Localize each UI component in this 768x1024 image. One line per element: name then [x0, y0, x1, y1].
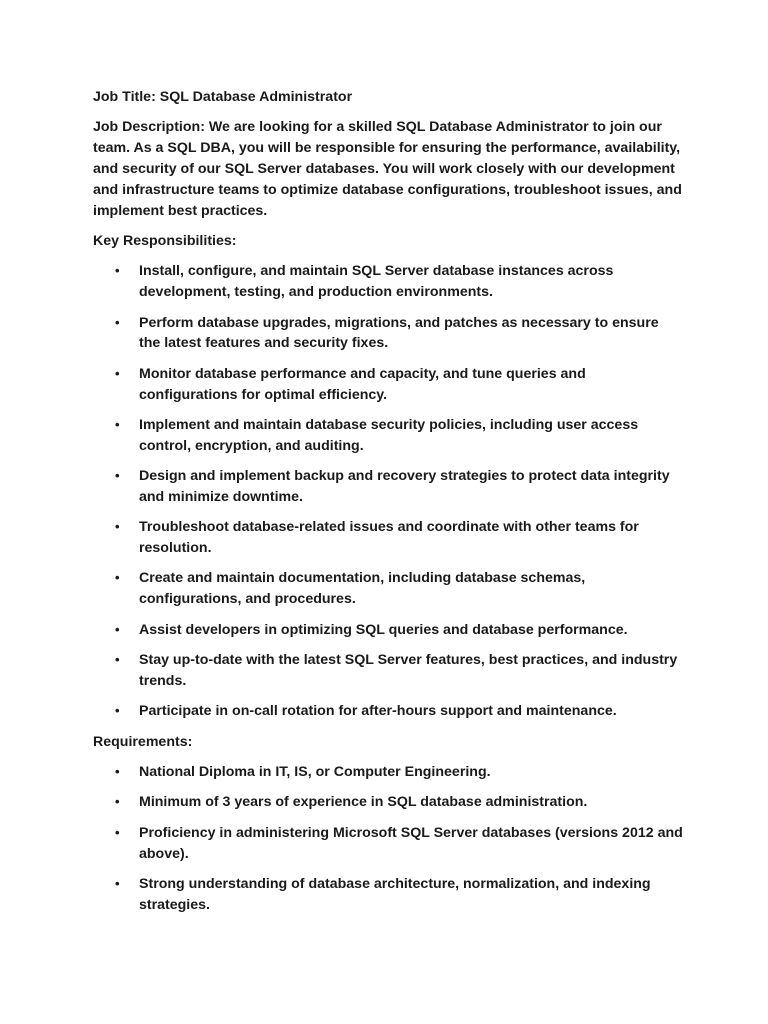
list-item-text: Strong understanding of database architecture, normalization, and indexing strategies.	[139, 876, 651, 913]
list-item	[93, 874, 683, 916]
list-item	[93, 261, 683, 303]
bullet-icon: •	[115, 824, 120, 840]
bullet-icon: •	[115, 764, 120, 780]
list-item-text: Minimum of 3 years of experience in SQL database administration.	[139, 794, 588, 811]
list-item	[93, 620, 683, 641]
responsibilities-heading: Key Responsibilities:	[93, 232, 237, 249]
list-item-text: Stay up-to-date with the latest SQL Server features, best practices, and industry trends.	[139, 652, 678, 689]
list-item-text: Assist developers in optimizing SQL queries and database performance.	[139, 621, 628, 638]
bullet-icon: •	[115, 468, 120, 484]
list-item	[93, 568, 683, 610]
bullet-icon: •	[115, 570, 120, 586]
list-item-text: Troubleshoot database-related issues and coordinate with other teams for resolution.	[139, 519, 639, 557]
list-item	[93, 364, 683, 406]
bullet-icon: •	[115, 416, 120, 432]
document-page	[93, 87, 683, 925]
list-item-text: Design and implement backup and recovery strategies to protect data integrity and minimize downtime.	[139, 468, 670, 505]
list-item	[93, 823, 683, 865]
bullet-icon: •	[115, 621, 120, 637]
list-item	[93, 701, 683, 722]
requirements-list	[93, 762, 683, 916]
list-item-text: Perform database upgrades, migrations, and patches as necessary to ensure the latest features and security fixes.	[139, 314, 659, 352]
list-item	[93, 517, 683, 559]
bullet-icon: •	[115, 703, 120, 719]
list-item	[93, 762, 683, 783]
job-title: Job Title: SQL Database Administrator	[93, 89, 353, 105]
bullet-icon: •	[115, 365, 120, 381]
requirements-heading: Requirements:	[93, 733, 193, 750]
list-item	[93, 650, 683, 692]
list-item-text: Create and maintain documentation, including database schemas, configurations, and procedures.	[139, 570, 586, 608]
bullet-icon: •	[115, 263, 120, 279]
responsibilities-list	[93, 261, 683, 722]
list-item	[93, 415, 683, 457]
list-item-text: Participate in on-call rotation for after-hours support and maintenance.	[139, 703, 617, 720]
list-item	[93, 313, 683, 355]
list-item	[93, 466, 683, 508]
bullet-icon: •	[115, 794, 120, 810]
list-item	[93, 792, 683, 813]
job-description: Job Description: We are looking for a skilled SQL Database Administrator to join our team. As a SQL DBA, you will be responsible for ensuring the performance, availability, and security of our SQL Server databases. You will work closely with our development and infrastructure teams to optimize database configurations, troubleshoot issues, and implement best practices.	[93, 119, 682, 219]
list-item-text: Proficiency in administering Microsoft SQL Server databases (versions 2012 and above).	[139, 824, 683, 862]
bullet-icon: •	[115, 314, 120, 330]
list-item-text: National Diploma in IT, IS, or Computer Engineering.	[139, 764, 491, 781]
bullet-icon: •	[115, 652, 120, 668]
bullet-icon: •	[115, 519, 120, 535]
list-item-text: Implement and maintain database security policies, including user access control, encryption, and auditing.	[139, 416, 639, 454]
bullet-icon: •	[115, 876, 120, 891]
list-item-text: Install, configure, and maintain SQL Server database instances across development, testing, and production environments.	[139, 263, 614, 301]
list-item-text: Monitor database performance and capacity, and tune queries and configurations for optimal efficiency.	[139, 365, 586, 403]
